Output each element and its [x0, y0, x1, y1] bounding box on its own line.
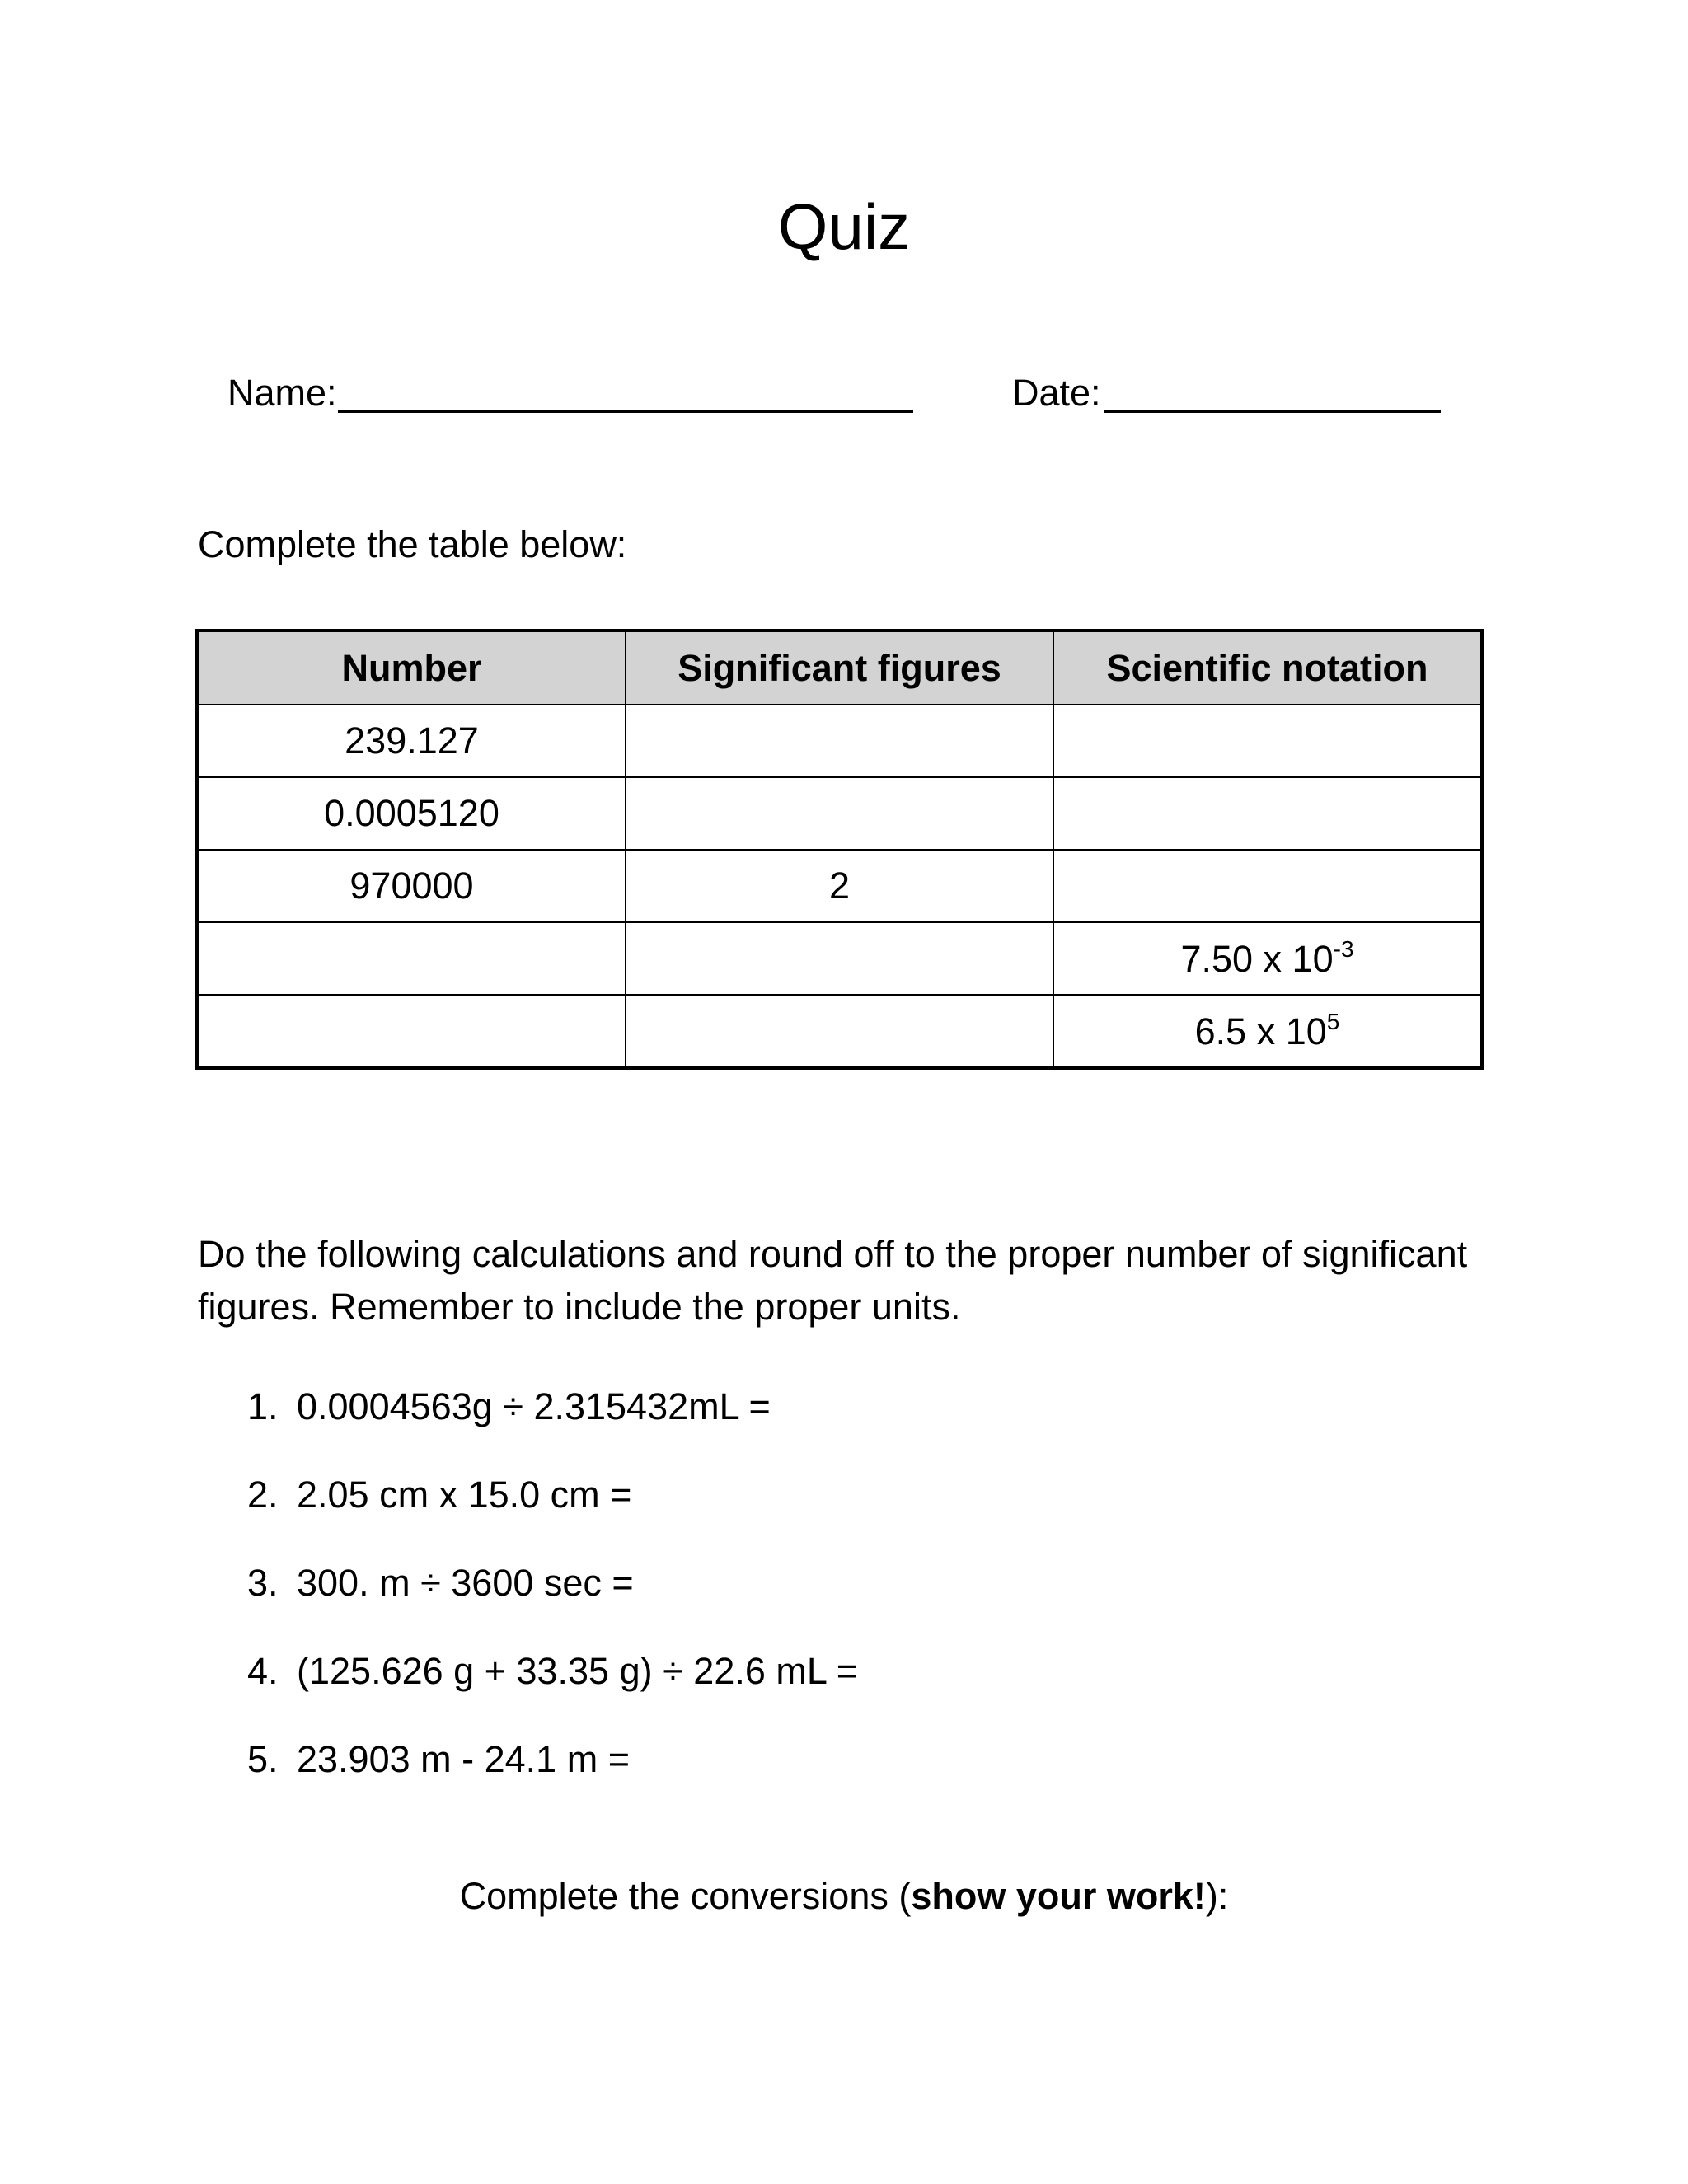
- cell-sig-figs: 2: [626, 850, 1053, 922]
- name-label: Name:: [227, 372, 337, 414]
- cell-number: [198, 995, 626, 1067]
- table-row: [198, 995, 1481, 1067]
- conversions-prefix: Complete the conversions (: [459, 1875, 912, 1917]
- sci-notation-base: 6.5 x 10: [1194, 1010, 1327, 1052]
- problem-text: 0.0004563g ÷ 2.315432mL =: [297, 1385, 771, 1427]
- problem-number: 4.: [247, 1650, 279, 1692]
- cell-sig-figs: [626, 922, 1053, 995]
- sci-notation-base: 7.50 x 10: [1180, 938, 1334, 980]
- cell-sci-notation: [1053, 777, 1481, 850]
- cell-number: 0.0005120: [198, 777, 626, 850]
- table-header-row: [198, 631, 1481, 705]
- name-blank-line: [338, 410, 913, 413]
- calculation-instruction: Do the following calculations and round off to the proper number of significant figures. Remember to include the proper units.: [198, 1233, 1468, 1328]
- sci-notation-exponent: 5: [1326, 1009, 1340, 1034]
- cell-sci-notation: [1053, 850, 1481, 922]
- cell-number: 970000: [198, 850, 626, 922]
- header-significant-figures: Significant figures: [626, 631, 1053, 705]
- cell-sig-figs: [626, 995, 1053, 1067]
- conversions-heading: [0, 1877, 1688, 1915]
- list-item: [247, 1385, 771, 1427]
- page-title: Quiz: [777, 190, 911, 263]
- header-scientific-notation: Scientific notation: [1053, 631, 1481, 705]
- header-number: Number: [198, 631, 626, 705]
- cell-sig-figs: [626, 705, 1053, 777]
- cell-sig-figs: [626, 777, 1053, 850]
- table-row: [198, 850, 1481, 922]
- cell-sci-notation: [1053, 995, 1481, 1067]
- problem-text: 300. m ÷ 3600 sec =: [297, 1562, 634, 1604]
- cell-number: 239.127: [198, 705, 626, 777]
- list-item: [247, 1474, 632, 1516]
- problem-text: 23.903 m - 24.1 m =: [297, 1738, 630, 1780]
- cell-number: [198, 922, 626, 995]
- table-row: [198, 922, 1481, 995]
- cell-sci-notation: [1053, 922, 1481, 995]
- conversions-emphasis: show your work!: [911, 1875, 1206, 1917]
- list-item: [247, 1562, 634, 1604]
- date-label: Date:: [1012, 372, 1101, 414]
- table-row: [198, 777, 1481, 850]
- table-row: [198, 705, 1481, 777]
- cell-sci-notation: [1053, 705, 1481, 777]
- table-instruction: Complete the table below:: [198, 523, 627, 565]
- problem-number: 2.: [247, 1474, 279, 1516]
- problem-number: 5.: [247, 1738, 279, 1780]
- problem-text: 2.05 cm x 15.0 cm =: [297, 1474, 632, 1516]
- date-blank-line: [1104, 410, 1441, 413]
- conversions-suffix: ):: [1205, 1875, 1229, 1917]
- sci-notation-exponent: -3: [1333, 936, 1354, 962]
- problem-text: (125.626 g + 33.35 g) ÷ 22.6 mL =: [297, 1650, 858, 1692]
- problem-number: 3.: [247, 1562, 279, 1604]
- problem-number: 1.: [247, 1385, 279, 1427]
- significant-figures-table: [197, 630, 1482, 1068]
- list-item: [247, 1652, 858, 1690]
- list-item: [247, 1738, 630, 1780]
